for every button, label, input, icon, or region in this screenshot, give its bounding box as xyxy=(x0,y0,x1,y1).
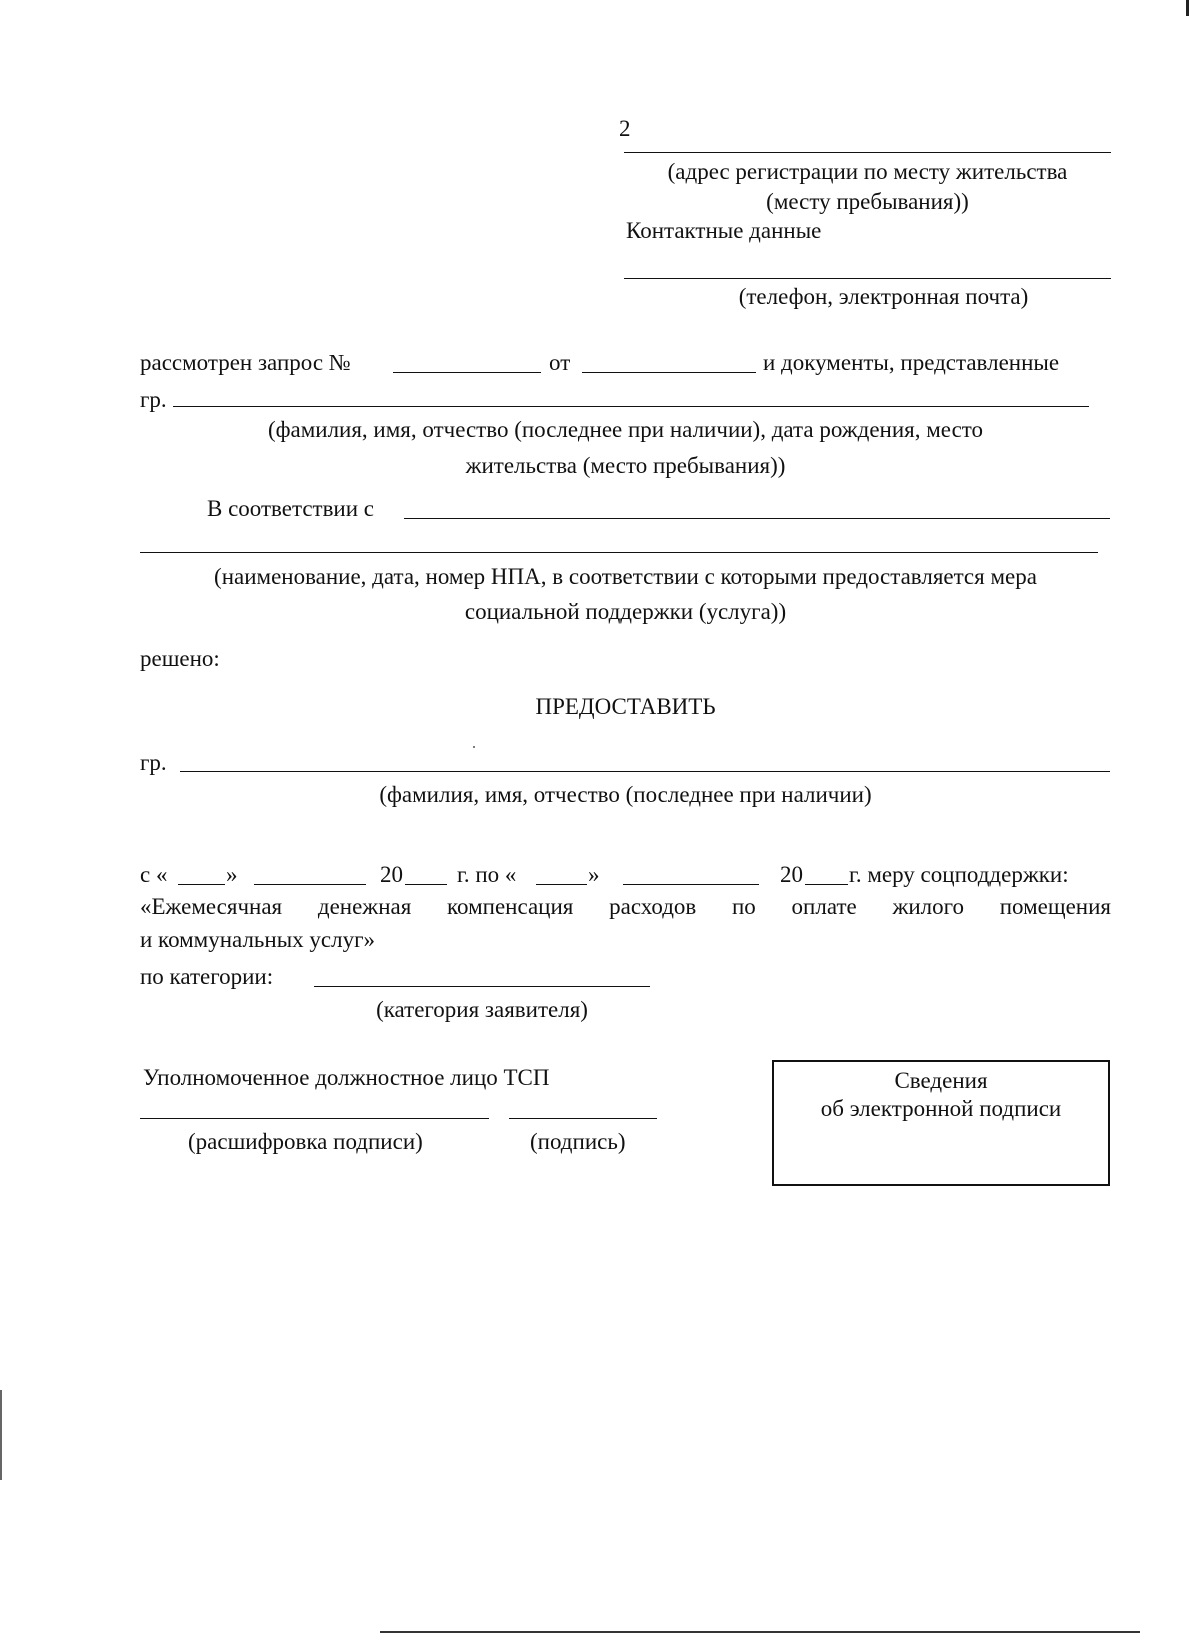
period-from-year-prefix: 20 xyxy=(380,862,403,887)
contacts-line xyxy=(624,278,1111,279)
citizen-caption-2: жительства (место пребывания)) xyxy=(465,453,786,478)
period-to-month-line xyxy=(623,884,759,885)
scan-edge-left xyxy=(0,1390,2,1480)
request-date-line xyxy=(582,372,756,373)
period-to-quote-close: » xyxy=(588,862,600,887)
period-to-year-line xyxy=(805,884,848,885)
scan-speck xyxy=(473,746,475,748)
period-from-year-line xyxy=(405,884,447,885)
decoding-line xyxy=(140,1118,489,1119)
period-from-month-line xyxy=(254,884,366,885)
category-line xyxy=(314,986,650,987)
measure-line-1: «Ежемесячная денежная компенсация расходов по оплате жилого помещения xyxy=(140,894,1111,919)
category-label: по категории: xyxy=(140,964,274,989)
measure-line-2: и коммунальных услуг» xyxy=(140,927,376,952)
period-tail: г. меру соцподдержки: xyxy=(849,862,1069,887)
electronic-signature-box xyxy=(772,1060,1110,1186)
contacts-caption: (телефон, электронная почта) xyxy=(738,284,1029,309)
citizen-prefix: гр. xyxy=(140,387,167,412)
from-text: от xyxy=(549,350,571,375)
decided-text: решено: xyxy=(140,646,220,671)
granted-citizen-line xyxy=(180,771,1110,772)
citizen-line xyxy=(173,406,1089,407)
contacts-label: Контактные данные xyxy=(626,218,822,243)
signature-caption: (подпись) xyxy=(530,1129,626,1154)
basis-line-2 xyxy=(140,552,1098,553)
signature-line xyxy=(509,1118,657,1119)
citizen-caption-1: (фамилия, имя, отчество (последнее при наличии), дата рождения, место xyxy=(267,417,984,442)
scan-edge-bottom xyxy=(380,1631,1140,1633)
period-from-prefix: с « xyxy=(140,862,168,887)
category-caption: (категория заявителя) xyxy=(376,997,588,1022)
request-number-line xyxy=(393,372,541,373)
page-number: 2 xyxy=(619,116,631,141)
granted-citizen-prefix: гр. xyxy=(140,750,167,775)
decision-heading: ПРЕДОСТАВИТЬ xyxy=(535,694,716,719)
esign-line-2: об электронной подписи xyxy=(820,1096,1062,1121)
documents-text: и документы, представленные xyxy=(763,350,1060,375)
reviewed-text: рассмотрен запрос № xyxy=(140,350,351,375)
scan-edge-top-right xyxy=(1186,0,1189,16)
basis-caption-2: социальной поддержки (услуга)) xyxy=(464,599,787,624)
granted-citizen-caption: (фамилия, имя, отчество (последнее при наличии) xyxy=(379,782,872,807)
period-from-quote-close: » xyxy=(226,862,238,887)
decoding-caption: (расшифровка подписи) xyxy=(188,1129,423,1154)
address-caption-1: (адрес регистрации по месту жительства xyxy=(667,159,1068,184)
basis-caption-1: (наименование, дата, номер НПА, в соответствии с которыми предоставляется мера xyxy=(214,564,1037,589)
period-to-prefix: г. по « xyxy=(457,862,517,887)
period-to-year-prefix: 20 xyxy=(780,862,803,887)
period-to-day-line xyxy=(536,884,587,885)
official-label: Уполномоченное должностное лицо ТСП xyxy=(143,1065,550,1090)
basis-line-1 xyxy=(404,518,1110,519)
basis-label: В соответствии с xyxy=(207,496,375,521)
address-line xyxy=(624,152,1111,153)
address-caption-2: (месту пребывания)) xyxy=(766,189,969,214)
esign-line-1: Сведения xyxy=(894,1068,988,1093)
period-from-day-line xyxy=(178,884,225,885)
